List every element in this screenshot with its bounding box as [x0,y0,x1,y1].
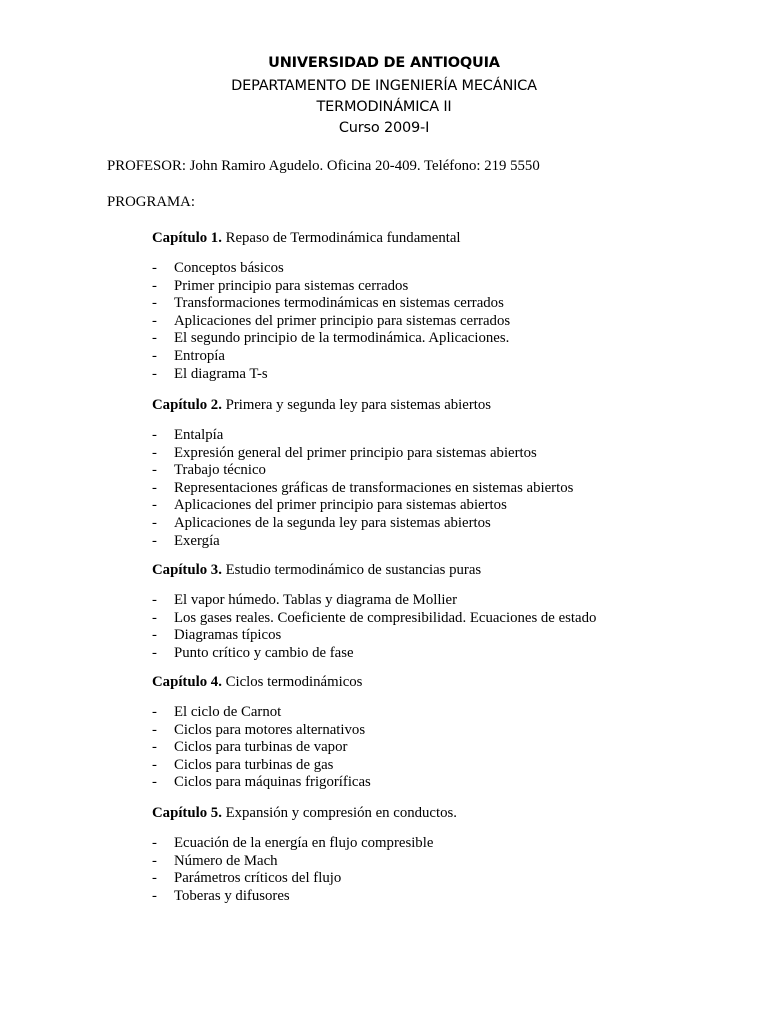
chapter-label: Capítulo 4. [152,674,222,690]
bullet-dash: - [152,721,157,738]
list-item-text: El vapor húmedo. Tablas y diagrama de Mollier [174,592,458,608]
list-item-text: Entalpía [174,427,224,443]
course-title: TERMODINÁMICA II [316,99,452,115]
bullet-dash: - [152,835,157,851]
bullet-dash: - [152,427,157,443]
list-item-text: Toberas y difusores [174,887,290,904]
chapter-heading [152,804,457,822]
list-item-text: Aplicaciones de la segunda ley para sistemas abiertos [174,515,491,531]
chapter-label: Capítulo 1. [152,230,222,246]
chapter-label: Capítulo 3. [152,562,222,578]
professor-line: PROFESOR: John Ramiro Agudelo. Oficina 20-409. Teléfono: 219 5550 [107,158,540,174]
department-title: DEPARTAMENTO DE INGENIERÍA MECÁNICA [231,78,537,94]
chapter-heading [152,673,362,691]
list-item-text: Transformaciones termodinámicas en sistemas cerrados [174,295,504,312]
list-item-text: Representaciones gráficas de transformaciones en sistemas abiertos [174,479,574,496]
list-item-text: Entropía [174,348,225,364]
bullet-dash: - [152,444,157,461]
list-item-text: Diagramas típicos [174,627,282,644]
bullet-dash: - [152,627,157,644]
bullet-dash: - [152,330,157,347]
chapter-label: Capítulo 5. [152,805,222,821]
bullet-dash: - [152,515,157,531]
chapter-title: Estudio termodinámico de sustancias puras [221,562,482,578]
list-item-text: Primer principio para sistemas cerrados [174,277,409,294]
list-item-text: Ciclos para motores alternativos [174,721,366,738]
bullet-dash: - [152,644,157,661]
bullet-dash: - [152,532,157,549]
chapter-title: Expansión y compresión en conductos. [221,805,457,821]
list-item-text: Aplicaciones del primer principio para sistemas cerrados [174,312,511,329]
list-item-text: Ciclos para turbinas de vapor [174,739,348,756]
program-label: PROGRAMA: [107,194,195,210]
bullet-dash: - [152,739,157,756]
chapter-title: Ciclos termodinámicos [221,674,363,690]
list-item-text: Conceptos básicos [174,260,284,276]
bullet-dash: - [152,462,157,479]
bullet-dash: - [152,756,157,773]
bullet-dash: - [152,312,157,329]
list-item-text: Ciclos para máquinas frigoríficas [174,774,371,791]
bullet-dash: - [152,870,157,887]
list-item-text: El diagrama T-s [174,365,268,382]
list-item-text: Expresión general del primer principio para sistemas abiertos [174,444,537,461]
bullet-dash: - [152,704,157,720]
list-item-text: Ecuación de la energía en flujo compresible [174,835,434,851]
bullet-dash: - [152,260,157,276]
list-item-text: Parámetros críticos del flujo [174,870,342,887]
university-title: UNIVERSIDAD DE ANTIOQUIA [268,55,500,71]
bullet-dash: - [152,348,157,364]
bullet-dash: - [152,365,157,382]
bullet-dash: - [152,497,157,514]
bullet-dash: - [152,774,157,791]
list-item-text: Trabajo técnico [174,462,266,479]
chapter-title: Primera y segunda ley para sistemas abiertos [221,397,492,413]
list-item-text: Ciclos para turbinas de gas [174,756,334,773]
chapter-title: Repaso de Termodinámica fundamental [221,230,461,246]
chapter-heading [152,561,481,579]
bullet-dash: - [152,277,157,294]
bullet-dash: - [152,295,157,312]
chapter-label: Capítulo 2. [152,397,222,413]
list-item-text: Punto crítico y cambio de fase [174,644,354,661]
bullet-dash: - [152,479,157,496]
bullet-dash: - [152,852,157,869]
chapter-heading [152,396,491,414]
term-title: Curso 2009-I [338,120,430,136]
list-item-text: Exergía [174,532,220,549]
list-item-text: El ciclo de Carnot [174,704,282,720]
list-item-text: El segundo principio de la termodinámica. Aplicaciones. [174,330,510,347]
list-item-text: Número de Mach [174,852,278,869]
list-item-text: Los gases reales. Coeficiente de compresibilidad. Ecuaciones de estado [174,609,597,626]
list-item-text: Aplicaciones del primer principio para sistemas abiertos [174,497,507,514]
bullet-dash: - [152,609,157,626]
bullet-dash: - [152,887,157,904]
chapter-heading [152,229,461,247]
bullet-dash: - [152,592,157,608]
